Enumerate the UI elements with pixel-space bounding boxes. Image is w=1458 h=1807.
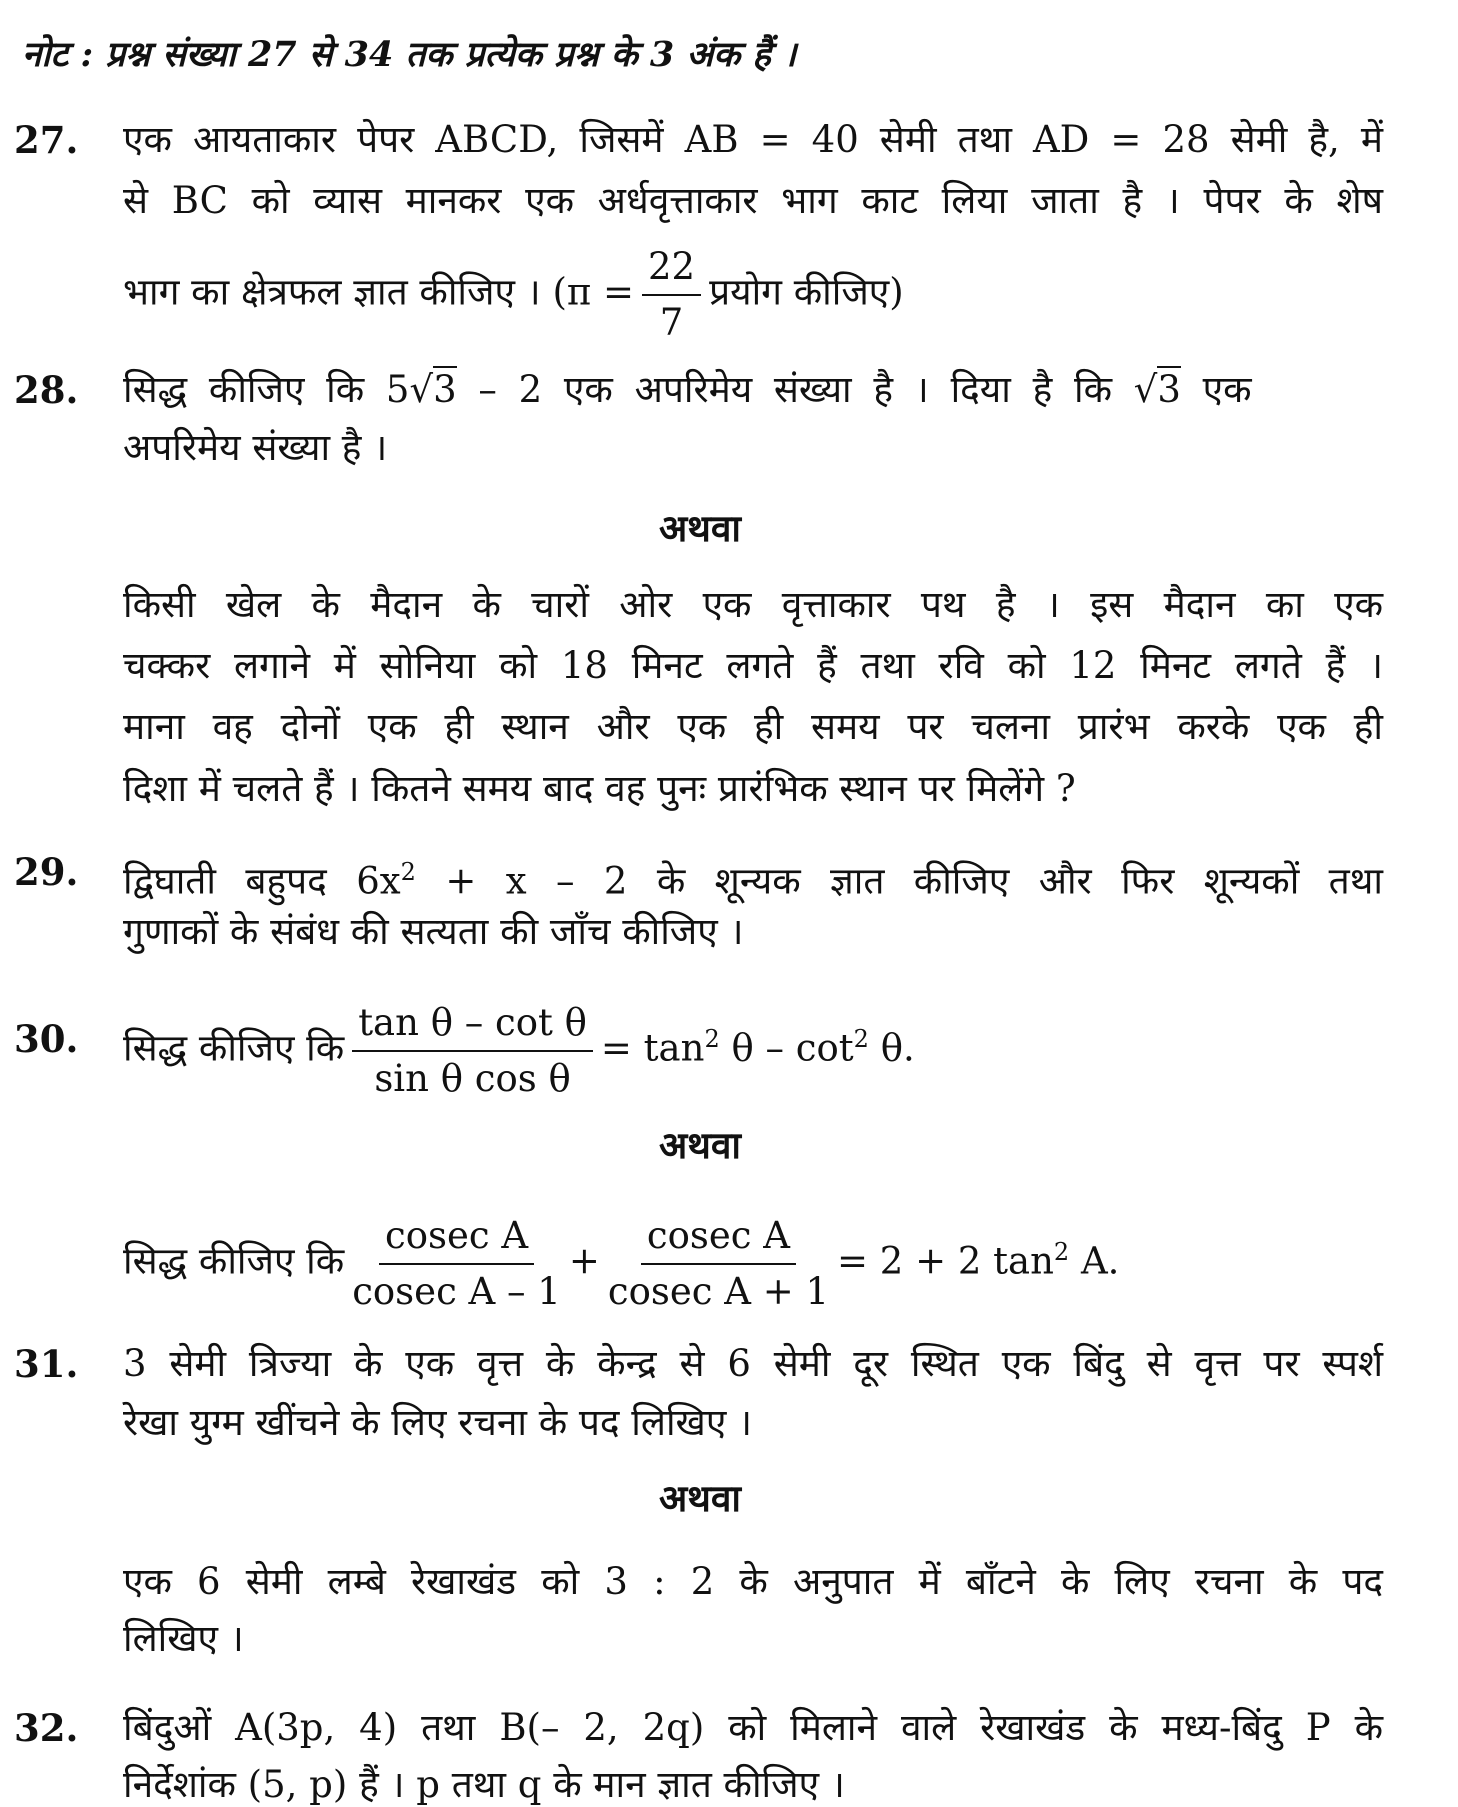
exponent: 2 [704, 1025, 720, 1053]
or-heading: अथवा [658, 1476, 742, 1520]
radicand: 3 [433, 368, 457, 411]
exponent: 2 [400, 858, 416, 886]
fraction-1 [352, 1209, 561, 1319]
q27-text: भाग का क्षेत्रफल ज्ञात कीजिए । (π = [123, 270, 634, 314]
denominator: cosec A + 1 [607, 1269, 830, 1313]
numerator: tan θ – cot θ [352, 996, 593, 1052]
plus-sign: + [568, 1239, 600, 1283]
question-number: 31. [14, 1342, 79, 1386]
exponent: 2 [1053, 1238, 1070, 1266]
q28-text: सिद्ध कीजिए कि 5√ [123, 368, 434, 411]
q27-line: से BC को व्यास मानकर एक अर्धवृत्ताकार भाग काट लिया जाता है । पेपर के शेष [123, 179, 1383, 222]
q31-line: 3 सेमी त्रिज्या के एक वृत्त के केन्द्र से 6 सेमी दूर स्थित एक बिंदु से वृत्त पर स्पर्श [123, 1342, 1383, 1385]
numerator: cosec A [379, 1209, 534, 1265]
q28-alt-line: दिशा में चलते हैं । कितने समय बाद वह पुनः प्रारंभिक स्थान पर मिलेंगे ? [123, 767, 1076, 810]
q30-text: θ. [868, 1026, 915, 1070]
pi-fraction [642, 240, 701, 350]
q31-alt-line: लिखिए । [123, 1617, 244, 1660]
q30-text: सिद्ध कीजिए कि [123, 1239, 345, 1283]
q30-fraction [352, 996, 593, 1106]
q29-line [123, 850, 1383, 903]
q29-line: गुणाकों के संबंध की सत्यता की जाँच कीजिए । [123, 910, 744, 953]
question-number: 28. [14, 368, 79, 412]
q30-alt-line [123, 1188, 1383, 1325]
q30-line [123, 975, 1383, 1112]
numerator: cosec A [641, 1209, 796, 1265]
or-heading: अथवा [658, 506, 742, 550]
q29-text: द्विघाती बहुपद 6x [123, 859, 401, 903]
q31-alt-line: एक 6 सेमी लम्बे रेखाखंड को 3 : 2 के अनुपात में बाँटने के लिए रचना के पद [123, 1560, 1383, 1603]
exponent: 2 [853, 1025, 869, 1053]
denominator: sin θ cos θ [374, 1056, 571, 1100]
question-number: 29. [14, 850, 79, 894]
q30-text: A. [1069, 1239, 1120, 1283]
q27-text: प्रयोग कीजिए) [709, 270, 904, 314]
q28-line [123, 368, 1383, 412]
fraction-2 [608, 1209, 829, 1319]
q29-text: + x – 2 के शून्यक ज्ञात कीजिए और फिर शून्यकों तथा [415, 859, 1383, 903]
denominator: cosec A – 1 [352, 1269, 561, 1313]
question-number: 32. [14, 1706, 79, 1750]
or-heading: अथवा [658, 1123, 742, 1167]
q32-line: बिंदुओं A(3p, 4) तथा B(– 2, 2q) को मिलाने वाले रेखाखंड के मध्य-बिंदु P के [123, 1706, 1383, 1749]
numerator: 22 [642, 240, 701, 296]
q30-text: सिद्ध कीजिए कि [123, 1026, 345, 1070]
q28-alt-line: माना वह दोनों एक ही स्थान और एक ही समय पर चलना प्रारंभ करके एक ही [123, 705, 1383, 748]
q30-text: = 2 + 2 tan [837, 1239, 1054, 1283]
q27-line: एक आयताकार पेपर ABCD, जिसमें AB = 40 सेमी तथा AD = 28 सेमी है, में [123, 118, 1383, 161]
q30-text: θ – cot [719, 1026, 854, 1070]
q28-text: – 2 एक अपरिमेय संख्या है । दिया है कि √ [456, 368, 1158, 411]
question-number: 27. [14, 118, 79, 162]
q28-alt-line: किसी खेल के मैदान के चारों ओर एक वृत्ताकार पथ है । इस मैदान का एक [123, 583, 1383, 626]
radicand: 3 [1157, 368, 1181, 411]
q30-text: = tan [600, 1026, 705, 1070]
question-number: 30. [14, 1017, 79, 1061]
q31-line: रेखा युग्म खींचने के लिए रचना के पद लिखिए । [123, 1401, 753, 1444]
denominator: 7 [659, 301, 684, 344]
q28-line: अपरिमेय संख्या है । [123, 426, 388, 469]
q27-line [123, 240, 1383, 350]
section-note: नोट : प्रश्न संख्या 27 से 34 तक प्रत्येक प्रश्न के 3 अंक हैं । [22, 34, 797, 75]
q28-text: एक [1180, 368, 1252, 411]
q32-line: निर्देशांक (5, p) हैं । p तथा q के मान ज्ञात कीजिए । [123, 1763, 845, 1806]
q28-alt-line: चक्कर लगाने में सोनिया को 18 मिनट लगते हैं तथा रवि को 12 मिनट लगते हैं । [123, 644, 1383, 687]
